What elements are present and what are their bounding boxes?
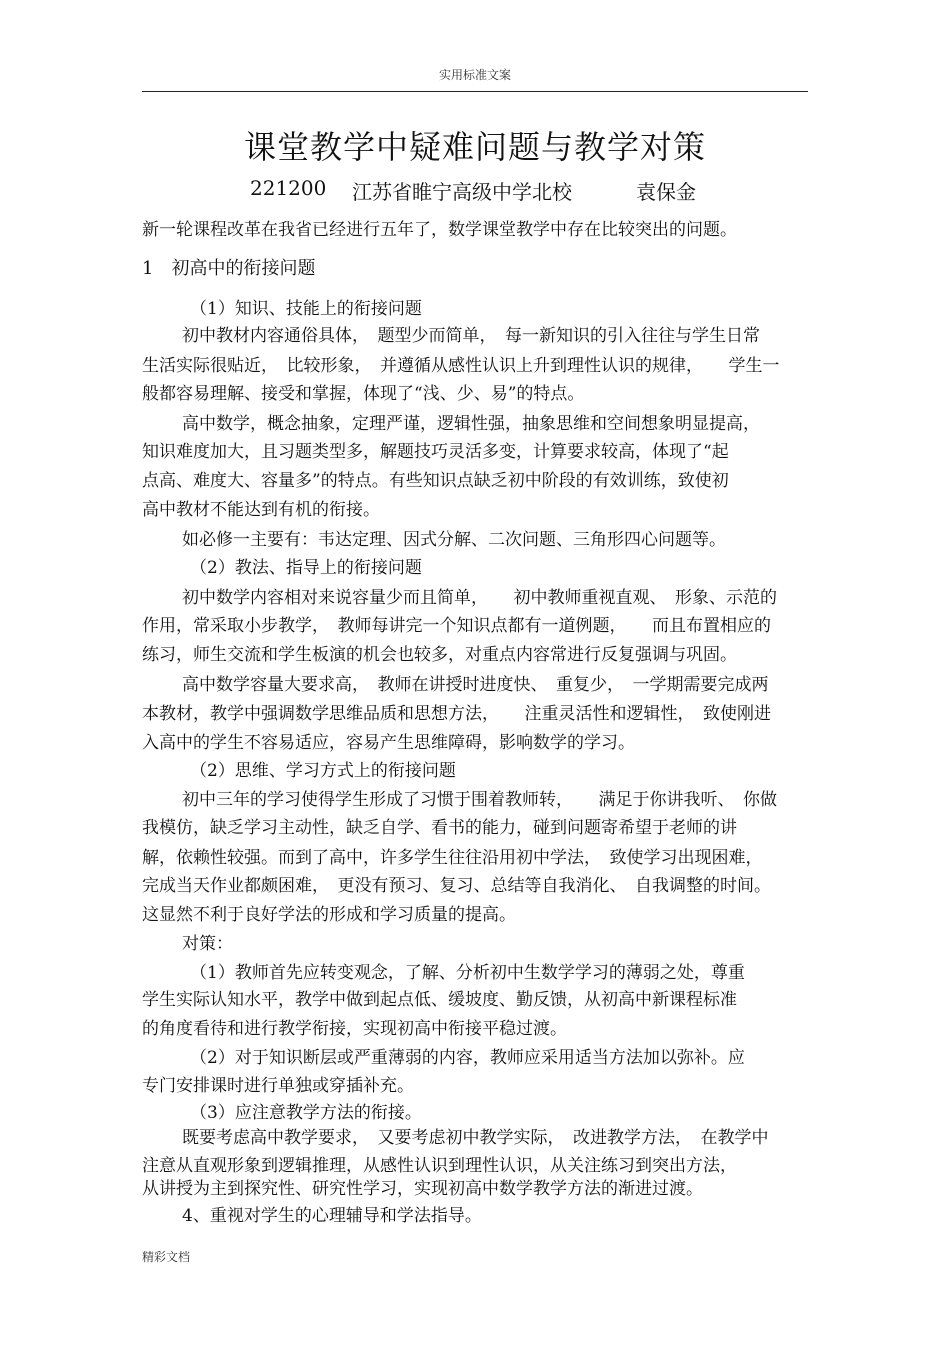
body-line: 我模仿，缺乏学习主动性，缺乏自学、看书的能力，碰到问题寄希望于老师的讲 xyxy=(142,818,737,838)
body-line: 初中三年的学习使得学生形成了习惯于围着教师转， 满足于你讲我听、 你做 xyxy=(182,790,777,810)
section-heading: 1 初高中的衔接问题 xyxy=(142,258,316,279)
page-footer: 精彩文档 xyxy=(142,1250,191,1264)
body-line: 从讲授为主到探究性、研究性学习，实现初高中数学教学方法的渐进过渡。 xyxy=(142,1179,703,1199)
body-line: 点高、难度大、容量多”的特点。有些知识点缺乏初中阶段的有效训练，致使初 xyxy=(142,471,729,491)
body-line: 作用，常采取小步教学， 教师每讲完一个知识点都有一道例题， 而且布置相应的 xyxy=(142,616,771,636)
body-line: 4、重视对学生的心理辅导和学法指导。 xyxy=(182,1206,482,1226)
body-line: 本教材，教学中强调数学思维品质和思想方法， 注重灵活性和逻辑性， 致使刚进 xyxy=(142,704,771,724)
body-line: 专门安排课时进行单独或穿插补充。 xyxy=(142,1076,414,1096)
body-line: 初中数学内容相对来说容量少而且简单， 初中教师重视直观、 形象、示范的 xyxy=(182,588,777,608)
byline-author: 袁保金 xyxy=(636,180,696,204)
body-line: （2）对于知识断层或严重薄弱的内容，教师应采用适当方法加以弥补。应 xyxy=(190,1048,745,1068)
header-rule xyxy=(142,91,808,92)
body-line: 高中数学容量大要求高， 教师在讲授时进度快、 重复少， 一学期需要完成两 xyxy=(182,675,769,695)
body-line: 学生实际认知水平，教学中做到起点低、缓坡度、勤反馈，从初高中新课程标准 xyxy=(142,990,737,1010)
body-line: 高中数学，概念抽象，定理严谨，逻辑性强，抽象思维和空间想象明显提高， xyxy=(182,414,760,434)
body-line: （1）知识、技能上的衔接问题 xyxy=(190,299,422,319)
body-line: （2）思维、学习方式上的衔接问题 xyxy=(190,761,456,781)
body-line: 解，依赖性较强。而到了高中，许多学生往往沿用初中学法， 致使学习出现困难， xyxy=(142,848,763,868)
body-line: 的角度看待和进行教学衔接，实现初高中衔接平稳过渡。 xyxy=(142,1019,567,1039)
body-line: 生活实际很贴近， 比较形象， 并遵循从感性认识上升到理性认识的规律， 学生一 xyxy=(142,356,780,376)
body-line: 初中教材内容通俗具体， 题型少而简单， 每一新知识的引入往往与学生日常 xyxy=(182,326,760,346)
body-line: （1）教师首先应转变观念，了解、分析初中生数学学习的薄弱之处，尊重 xyxy=(190,963,745,983)
body-line: 般都容易理解、接受和掌握，体现了“浅、少、易”的特点。 xyxy=(142,384,585,404)
body-line: 注意从直观形象到逻辑推理，从感性认识到理性认识，从关注练习到突出方法， xyxy=(142,1156,737,1176)
byline-code: 221200 xyxy=(250,176,327,200)
body-line: 既要考虑高中教学要求， 又要考虑初中教学实际， 改进教学方法， 在教学中 xyxy=(182,1128,769,1148)
body-line: 知识难度加大，且习题类型多，解题技巧灵活多变，计算要求较高，体现了“起 xyxy=(142,442,729,462)
body-line: 如必修一主要有：韦达定理、因式分解、二次问题、三角形四心问题等。 xyxy=(182,530,726,550)
body-line: 入高中的学生不容易适应，容易产生思维障碍，影响数学的学习。 xyxy=(142,733,635,753)
body-line: 对策： xyxy=(182,934,233,954)
byline-school: 江苏省睢宁高级中学北校 xyxy=(352,180,572,204)
body-line: （3）应注意教学方法的衔接。 xyxy=(190,1103,422,1123)
body-line: （2）教法、指导上的衔接问题 xyxy=(190,558,422,578)
document-title: 课堂教学中疑难问题与教学对策 xyxy=(243,128,706,166)
body-line: 新一轮课程改革在我省已经进行五年了，数学课堂教学中存在比较突出的问题。 xyxy=(142,220,737,240)
body-line: 高中教材不能达到有机的衔接。 xyxy=(142,500,380,520)
body-line: 练习，师生交流和学生板演的机会也较多，对重点内容常进行反复强调与巩固。 xyxy=(142,645,737,665)
page-header: 实用标准文案 xyxy=(438,68,511,82)
body-line: 完成当天作业都颇困难， 更没有预习、复习、总结等自我消化、 自我调整的时间。 xyxy=(142,876,771,896)
body-line: 这显然不利于良好学法的形成和学习质量的提高。 xyxy=(142,905,516,925)
